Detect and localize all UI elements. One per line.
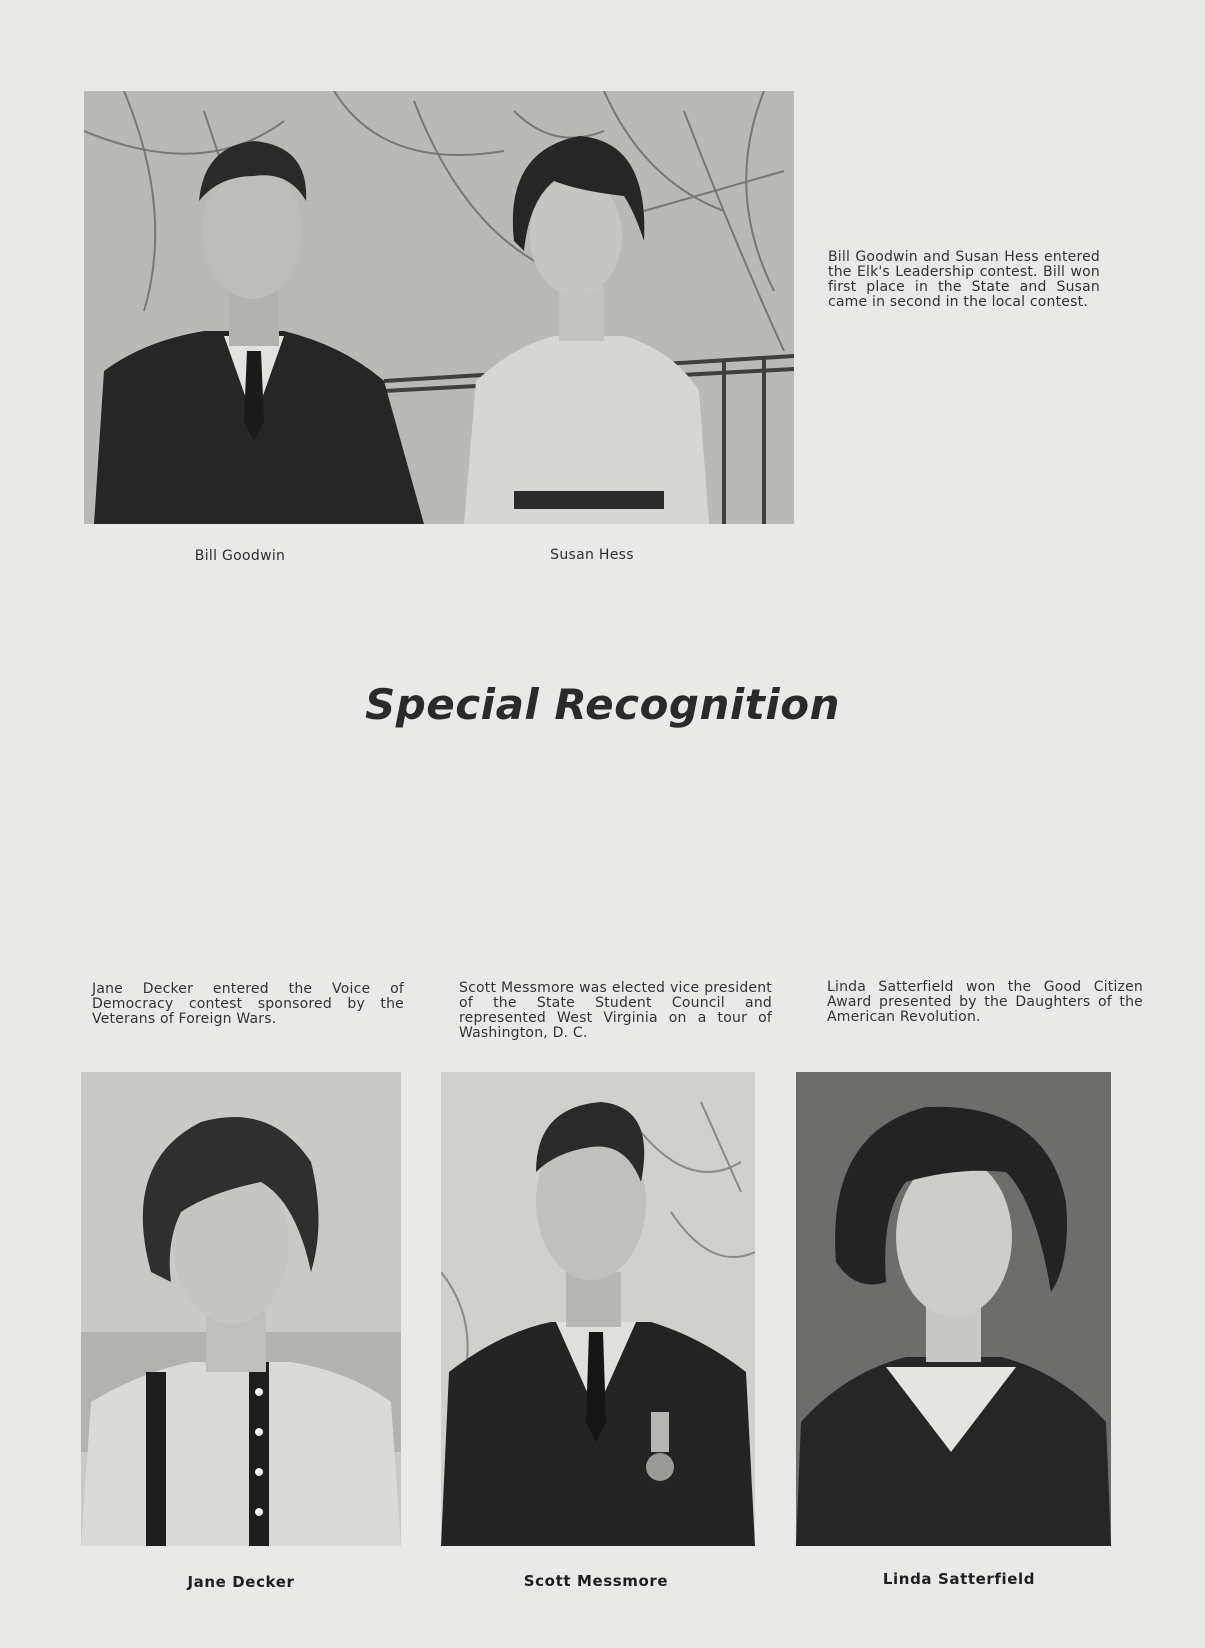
blurb-linda-satterfield: Linda Satterfield won the Good Citizen Award presented by the Daughters of the American Revolution.	[827, 979, 1143, 1025]
portrait-linda-satterfield	[796, 1072, 1111, 1546]
blurb-scott-messmore: Scott Messmore was elected vice president of the State Student Council and represented West Virginia on a tour of Washington, D. C.	[459, 980, 772, 1041]
caption-scott-messmore: Scott Messmore	[523, 1572, 669, 1590]
portrait-scott-messmore	[441, 1072, 755, 1546]
caption-linda-satterfield: Linda Satterfield	[882, 1570, 1036, 1588]
goodwin-hess-blurb: Bill Goodwin and Susan Hess entered the Elk's Leadership contest. Bill won first place in the State and Susan came in second in the local contest.	[828, 249, 1100, 310]
page-title: Special Recognition	[364, 680, 841, 729]
portrait-jane-decker	[81, 1072, 401, 1546]
caption-jane-decker: Jane Decker	[187, 1573, 295, 1591]
blurb-jane-decker: Jane Decker entered the Voice of Democracy contest sponsored by the Veterans of Foreign Wars.	[92, 981, 404, 1027]
group-photo-goodwin-hess	[84, 91, 794, 524]
caption-bill-goodwin: Bill Goodwin	[194, 548, 286, 564]
caption-susan-hess: Susan Hess	[550, 547, 634, 563]
